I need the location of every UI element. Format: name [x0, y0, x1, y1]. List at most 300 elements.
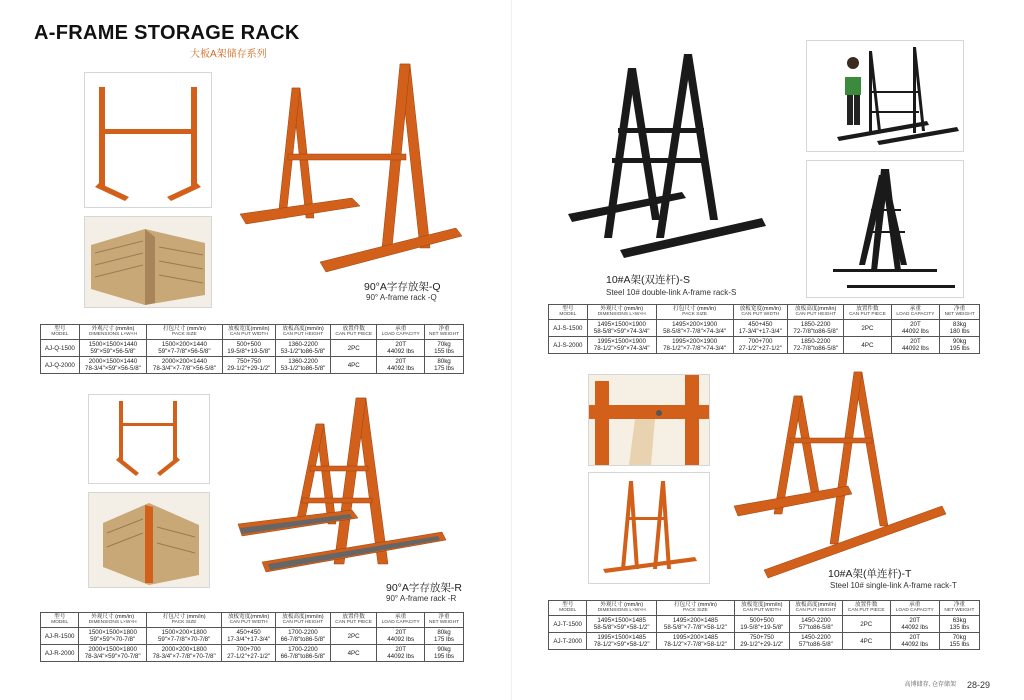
cell-weight: [939, 633, 979, 650]
cell-imperial: 44092 lbs: [901, 328, 929, 336]
cell-height: [275, 645, 330, 662]
column-header-zh: 净重: [953, 602, 966, 608]
cell-load: [377, 339, 425, 356]
column-header-zh: 放板宽度(mm/in): [227, 614, 270, 620]
cell-mm: 450+450: [748, 320, 773, 328]
cell-mm: 1495×1500×1485: [597, 616, 646, 624]
column-header: [425, 613, 464, 628]
cell-width: [733, 337, 787, 354]
cell-metric: 20T: [395, 340, 407, 348]
cell-width: [222, 357, 275, 374]
column-header-zh: 放板宽度(mm/in): [741, 602, 783, 608]
column-header-zh: 型号: [54, 614, 66, 620]
spec-table-t: [548, 600, 980, 650]
cell-metric: 70kg: [952, 634, 967, 642]
product-illustration-t: [730, 366, 948, 586]
cell-imperial: 44092 lbs: [901, 641, 929, 649]
column-header-zh: 外观尺寸 (mm/in): [600, 602, 644, 608]
column-header-en: NET WEIGHT: [944, 312, 975, 318]
cell-model: AJ-S-1500: [549, 319, 588, 336]
cell-mm: 1850-2200: [800, 338, 831, 346]
cell-metric: 20T: [395, 628, 406, 636]
column-header-en: DIMENSIONS L×W×H: [88, 332, 137, 338]
column-header-zh: 放板高度(mm/in): [282, 326, 324, 332]
cell-load: [377, 645, 425, 662]
cell-mm: 2000×200×1800: [161, 646, 207, 654]
cell-dim: [79, 645, 147, 662]
column-header-zh: 型号: [562, 306, 574, 312]
cell-height: [276, 339, 331, 356]
cell-pack: [656, 337, 733, 354]
column-header-en: PACK SIZE: [171, 620, 197, 626]
table-row: [549, 633, 980, 650]
spec-table-header: [41, 325, 464, 340]
cell-dim: [587, 633, 657, 650]
column-header: [330, 613, 376, 628]
product-photo-s-person: [806, 40, 964, 152]
cell-in: 58-5/8"×7-7/8"×58-1/2": [663, 624, 727, 632]
cell-height: [276, 357, 331, 374]
cell-in: 78-3/4"×59"×70-7/8": [84, 653, 141, 661]
cell-weight: [940, 337, 980, 354]
cell-imperial: 44092 lbs: [901, 345, 929, 353]
cell-in: 27-1/2"+27-1/2": [227, 653, 271, 661]
column-header-zh: 打包尺寸 (mm/in): [162, 614, 206, 620]
product-name-r-zh: 90°A字存放架-R: [386, 582, 462, 594]
page-subtitle: 大板A架储存系列: [190, 49, 267, 60]
column-header-en: DIMENSIONS L×W×H: [597, 608, 646, 614]
column-header-en: CAN PUT WIDTH: [229, 332, 268, 338]
product-illustration-s: [566, 48, 776, 270]
spec-table-q: [40, 324, 464, 374]
cell-pack: [147, 339, 222, 356]
cell-metric: 20T: [395, 358, 407, 366]
product-photo-s-side: [806, 160, 964, 298]
cell-in: 57"to86-5/8": [798, 641, 833, 649]
column-header-zh: 放置件数: [342, 326, 365, 332]
cell-metric: 20T: [909, 634, 921, 642]
cell-metric: 63kg: [952, 616, 967, 624]
cell-dim: [79, 357, 146, 374]
cell-mm: 750+750: [236, 358, 261, 366]
product-photo-r-front: [88, 394, 210, 484]
cell-in: 29-1/2"+29-1/2": [227, 365, 271, 373]
cell-in: 59"×59"×70-7/8": [90, 636, 136, 644]
cell-in: 29-1/2"+29-1/2": [740, 641, 784, 649]
column-header: [656, 601, 734, 616]
column-header: [331, 325, 377, 340]
column-header-zh: 放板高度(mm/in): [795, 306, 837, 312]
cell-model: AJ-R-2000: [41, 645, 79, 662]
cell-weight: [425, 627, 464, 644]
cell-load: [891, 337, 940, 354]
column-header-en: CAN PUT WIDTH: [742, 608, 781, 614]
cell-mm: 1995×200×1900: [672, 338, 718, 346]
cell-in: 72-7/8"to86-5/8": [793, 328, 839, 336]
column-header: [940, 305, 980, 320]
cell-mm: 1850-2200: [800, 320, 831, 328]
column-header: [79, 325, 146, 340]
column-header-en: NET WEIGHT: [944, 608, 975, 614]
column-header-zh: 净重: [438, 614, 450, 620]
cell-imperial: 180 lbs: [949, 328, 970, 336]
column-header: [425, 325, 464, 340]
column-header-zh: 外观尺寸 (mm/in): [600, 306, 644, 312]
column-header: [733, 305, 787, 320]
column-header-zh: 承重: [909, 306, 921, 312]
cell-metric: 90kg: [952, 338, 967, 346]
cell-metric: 90kg: [437, 646, 451, 654]
cell-mm: 1450-2200: [801, 616, 831, 624]
cell-in: 58-5/8"×59"×74-3/4": [593, 328, 650, 336]
cell-height: [788, 319, 844, 336]
cell-weight: [425, 339, 464, 356]
column-header-zh: 外观尺寸 (mm/in): [91, 326, 135, 332]
page-number: 28-29: [966, 680, 990, 690]
column-header-zh: 型号: [562, 602, 574, 608]
column-header-en: CAN PUT WIDTH: [741, 312, 780, 318]
cell-height: [275, 627, 330, 644]
column-header-en: PACK SIZE: [683, 608, 708, 614]
cell-mm: 1700-2200: [288, 646, 318, 654]
cell-in: 78-3/4"×7-7/8"×70-7/8": [152, 653, 216, 661]
spec-table-body: [549, 319, 980, 354]
column-header-en: LOAD CAPACITY: [896, 312, 935, 318]
cell-in: 58-5/8"×7-7/8"×74-3/4": [663, 328, 727, 336]
column-header: [222, 613, 275, 628]
column-header: [788, 305, 844, 320]
column-header: [222, 325, 275, 340]
cell-width: [734, 615, 789, 632]
cell-mm: 1500×200×1440: [161, 340, 207, 348]
column-header-en: MODEL: [559, 608, 577, 614]
product-name-s-zh: 10#A架(双连杆)-S: [606, 274, 691, 286]
column-header-en: MODEL: [51, 620, 69, 626]
cell-in: 66-7/8"to86-5/8": [280, 653, 326, 661]
cell-mm: 1495×200×1485: [672, 616, 718, 624]
cell-imperial: 175 lbs: [434, 636, 454, 644]
product-photo-q-front: [84, 72, 212, 208]
cell-dim: [79, 627, 147, 644]
column-header: [549, 601, 587, 616]
cell-load: [377, 357, 425, 374]
column-header: [276, 325, 331, 340]
cell-in: 53-1/2"to86-5/8": [280, 365, 326, 373]
spec-table-body: [549, 615, 980, 650]
cell-piece: 4PC: [331, 357, 377, 374]
spec-table-body: [41, 339, 464, 374]
column-header: [842, 601, 890, 616]
column-header-en: DIMENSIONS L×W×H: [597, 312, 646, 318]
cell-weight: [940, 319, 980, 336]
cell-in: 58-5/8"×59"×58-1/2": [593, 624, 650, 632]
column-header-en: NET WEIGHT: [429, 620, 460, 626]
cell-mm: 1995×1500×1485: [597, 634, 646, 642]
cell-in: 72-7/8"to86-5/8": [793, 345, 839, 353]
cell-load: [891, 319, 940, 336]
cell-mm: 1995×200×1485: [672, 634, 718, 642]
cell-mm: 1500×1500×1800: [88, 628, 137, 636]
table-row: [41, 339, 464, 356]
cell-imperial: 44092 lbs: [901, 624, 929, 632]
cell-metric: 70kg: [437, 340, 451, 348]
cell-load: [890, 633, 939, 650]
column-header: [656, 305, 733, 320]
column-header: [275, 613, 330, 628]
column-header-en: CAN PUT PIECE: [335, 332, 373, 338]
product-name-r-en: 90° A-frame rack -R: [386, 594, 457, 603]
column-header: [939, 601, 979, 616]
column-header-zh: 放置件数: [342, 614, 365, 620]
header-row: [41, 613, 464, 628]
header-row: [41, 325, 464, 340]
cell-piece: 4PC: [842, 633, 890, 650]
column-header-en: CAN PUT PIECE: [849, 312, 886, 318]
cell-width: [734, 633, 789, 650]
cell-mm: 1495×1500×1900: [597, 320, 646, 328]
cell-in: 66-7/8"to86-5/8": [280, 636, 326, 644]
cell-mm: 1450-2200: [801, 634, 831, 642]
cell-mm: 1500×1500×1440: [88, 340, 138, 348]
product-photo-q-loaded: [84, 216, 212, 308]
cell-in: 19-5/8"+19-5/8": [227, 348, 271, 356]
cell-model: AJ-R-1500: [41, 627, 79, 644]
column-header-en: CAN PUT HEIGHT: [282, 332, 324, 338]
cell-in: 78-1/2"×59"×58-1/2": [593, 641, 650, 649]
cell-metric: 20T: [910, 320, 921, 328]
cell-imperial: 195 lbs: [434, 653, 454, 661]
page-fold: [511, 0, 512, 700]
column-header-en: CAN PUT PIECE: [847, 608, 885, 614]
column-header-en: CAN PUT HEIGHT: [795, 312, 836, 318]
table-row: [549, 337, 980, 354]
cell-piece: 4PC: [330, 645, 376, 662]
column-header-en: LOAD CAPACITY: [381, 332, 420, 338]
column-header-en: MODEL: [51, 332, 69, 338]
product-photo-t-front: [588, 472, 710, 584]
spec-table-header: [41, 613, 464, 628]
cell-pack: [147, 357, 222, 374]
table-row: [549, 319, 980, 336]
column-header-en: PACK SIZE: [682, 312, 707, 318]
cell-mm: 2000×200×1440: [161, 358, 207, 366]
cell-mm: 1360-2200: [288, 358, 318, 366]
column-header-en: CAN PUT WIDTH: [229, 620, 268, 626]
column-header-zh: 承重: [395, 326, 407, 332]
cell-mm: 1995×1500×1900: [597, 338, 646, 346]
cell-in: 78-3/4"×7-7/8"×56-5/8": [152, 365, 216, 373]
cell-in: 57"to86-5/8": [798, 624, 833, 632]
product-name-q-en: 90° A-frame rack -Q: [366, 293, 437, 302]
header-row: [549, 601, 980, 616]
cell-mm: 1500×200×1800: [161, 628, 207, 636]
spec-table-header: [549, 601, 980, 616]
cell-height: [789, 615, 842, 632]
cell-mm: 2000×1500×1440: [88, 358, 138, 366]
column-header-zh: 外观尺寸 (mm/in): [91, 614, 135, 620]
cell-mm: 700+700: [236, 646, 261, 654]
column-header-zh: 打包尺寸 (mm/in): [673, 306, 717, 312]
column-header-en: NET WEIGHT: [429, 332, 460, 338]
cell-in: 27-1/2"+27-1/2": [738, 345, 782, 353]
cell-dim: [587, 615, 657, 632]
cell-in: 78-1/2"×7-7/8"×74-3/4": [663, 345, 727, 353]
cell-piece: 4PC: [844, 337, 891, 354]
column-header-en: CAN PUT HEIGHT: [795, 608, 837, 614]
column-header-zh: 放板高度(mm/in): [282, 614, 324, 620]
cell-metric: 80kg: [437, 628, 451, 636]
cell-in: 19-5/8"+19-5/8": [740, 624, 784, 632]
cell-metric: 20T: [395, 646, 406, 654]
cell-in: 78-1/2"×59"×74-3/4": [593, 345, 650, 353]
column-header: [377, 613, 425, 628]
cell-mm: 700+700: [748, 338, 773, 346]
cell-dim: [587, 319, 656, 336]
cell-pack: [656, 319, 733, 336]
cell-load: [890, 615, 939, 632]
column-header: [41, 325, 80, 340]
cell-in: 59"×7-7/8"×56-5/8": [158, 348, 211, 356]
cell-height: [788, 337, 844, 354]
column-header-zh: 放板高度(mm/in): [795, 602, 837, 608]
cell-imperial: 135 lbs: [949, 624, 970, 632]
footer-note: 高博储存, 仓存储架: [904, 682, 956, 688]
column-header-en: CAN PUT PIECE: [335, 620, 372, 626]
product-illustration-q: [230, 58, 470, 280]
cell-model: AJ-T-2000: [549, 633, 587, 650]
cell-in: 78-1/2"×7-7/8"×58-1/2": [663, 641, 727, 649]
cell-mm: 1495×200×1900: [672, 320, 718, 328]
cell-height: [789, 633, 842, 650]
cell-pack: [146, 645, 222, 662]
column-header-en: MODEL: [559, 312, 577, 318]
cell-imperial: 44092 lbs: [387, 636, 415, 644]
cell-load: [377, 627, 425, 644]
cell-mm: 750+750: [749, 634, 774, 642]
cell-in: 78-3/4"×59"×56-5/8": [85, 365, 141, 373]
cell-imperial: 175 lbs: [434, 365, 455, 373]
cell-pack: [146, 627, 222, 644]
column-header-en: PACK SIZE: [172, 332, 197, 338]
cell-in: 59"×59"×56-5/8": [90, 348, 136, 356]
cell-mm: 500+500: [236, 340, 261, 348]
column-header: [734, 601, 789, 616]
column-header: [891, 305, 940, 320]
column-header-zh: 净重: [438, 326, 450, 332]
column-header-en: CAN PUT HEIGHT: [282, 620, 324, 626]
table-row: [549, 615, 980, 632]
product-name-q-zh: 90°A字存放架-Q: [364, 281, 441, 293]
column-header: [377, 325, 425, 340]
cell-mm: 1700-2200: [288, 628, 318, 636]
column-header-en: LOAD CAPACITY: [895, 608, 934, 614]
cell-width: [222, 339, 275, 356]
cell-pack: [656, 633, 734, 650]
column-header: [587, 305, 656, 320]
column-header: [146, 613, 222, 628]
table-row: [41, 627, 464, 644]
cell-model: AJ-Q-1500: [41, 339, 80, 356]
cell-imperial: 44092 lbs: [387, 365, 415, 373]
column-header-zh: 净重: [954, 306, 966, 312]
column-header: [587, 601, 657, 616]
cell-model: AJ-S-2000: [549, 337, 588, 354]
cell-width: [222, 627, 275, 644]
product-name-t-zh: 10#A架(单连杆)-T: [828, 568, 912, 580]
cell-imperial: 44092 lbs: [387, 653, 415, 661]
cell-metric: 20T: [909, 616, 921, 624]
page-title: A-FRAME STORAGE RACK: [34, 22, 300, 44]
column-header: [549, 305, 588, 320]
cell-dim: [587, 337, 656, 354]
table-row: [41, 645, 464, 662]
column-header-zh: 放板宽度(mm/in): [228, 326, 270, 332]
cell-model: AJ-Q-2000: [41, 357, 80, 374]
column-header-zh: 承重: [395, 614, 407, 620]
product-name-t-en: Steel 10# single-link A-frame rack-T: [830, 581, 957, 590]
product-name-s-en: Steel 10# double-link A-frame rack-S: [606, 288, 737, 297]
column-header: [789, 601, 842, 616]
cell-weight: [425, 645, 464, 662]
column-header-zh: 承重: [909, 602, 921, 608]
cell-pack: [656, 615, 734, 632]
cell-mm: 2000×1500×1800: [88, 646, 137, 654]
column-header-zh: 放置件数: [855, 602, 878, 608]
column-header-zh: 放板宽度(mm/in): [739, 306, 782, 312]
cell-metric: 20T: [910, 338, 921, 346]
spec-table-header: [549, 305, 980, 320]
cell-dim: [79, 339, 146, 356]
cell-weight: [939, 615, 979, 632]
column-header-zh: 放置件数: [856, 306, 879, 312]
cell-piece: 2PC: [844, 319, 891, 336]
table-row: [41, 357, 464, 374]
product-illustration-r: [232, 394, 472, 578]
cell-imperial: 155 lbs: [434, 348, 455, 356]
spec-table-r: [40, 612, 464, 662]
cell-imperial: 155 lbs: [949, 641, 970, 649]
cell-metric: 80kg: [437, 358, 451, 366]
cell-imperial: 195 lbs: [949, 345, 970, 353]
column-header: [41, 613, 79, 628]
cell-mm: 1360-2200: [288, 340, 318, 348]
cell-mm: 450+450: [236, 628, 261, 636]
column-header: [79, 613, 147, 628]
cell-metric: 83kg: [952, 320, 967, 328]
column-header-zh: 型号: [54, 326, 66, 332]
cell-in: 53-1/2"to86-5/8": [280, 348, 326, 356]
spec-table-s: [548, 304, 980, 354]
column-header: [147, 325, 222, 340]
cell-mm: 500+500: [749, 616, 774, 624]
column-header-en: LOAD CAPACITY: [381, 620, 420, 626]
cell-in: 59"×7-7/8"×70-7/8": [157, 636, 211, 644]
cell-piece: 2PC: [842, 615, 890, 632]
cell-imperial: 44092 lbs: [387, 348, 415, 356]
column-header-zh: 打包尺寸 (mm/in): [673, 602, 717, 608]
cell-in: 17-3/4"+17-3/4": [738, 328, 782, 336]
column-header: [890, 601, 939, 616]
product-photo-r-loaded: [88, 492, 210, 588]
spec-table-body: [41, 627, 464, 662]
cell-weight: [425, 357, 464, 374]
column-header-en: DIMENSIONS L×W×H: [88, 620, 137, 626]
cell-width: [733, 319, 787, 336]
cell-width: [222, 645, 275, 662]
cell-piece: 2PC: [330, 627, 376, 644]
column-header: [844, 305, 891, 320]
cell-model: AJ-T-1500: [549, 615, 587, 632]
